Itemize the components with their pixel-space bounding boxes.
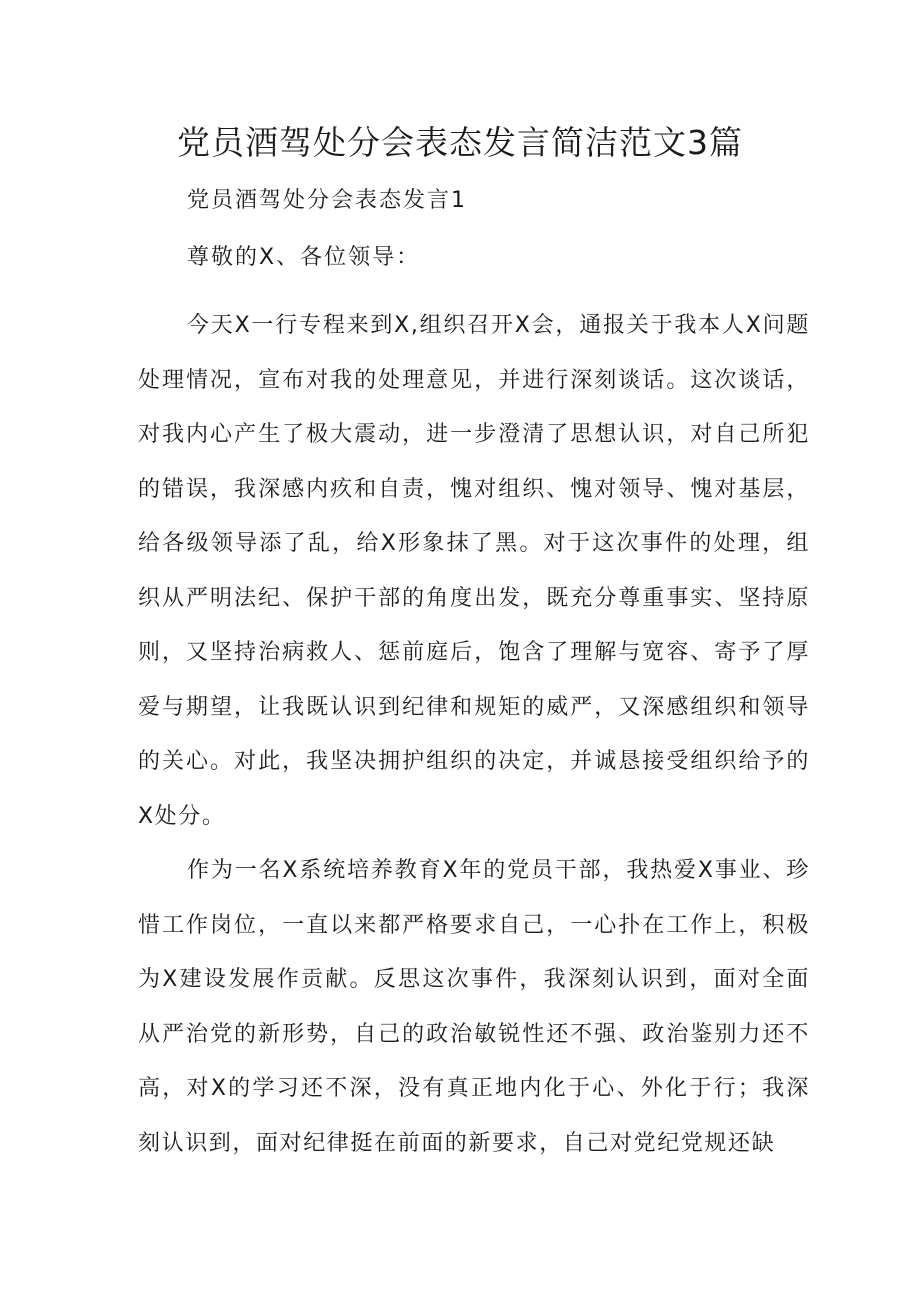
greeting-line: 尊敬的X、各位领导： <box>187 245 421 270</box>
document-title: 党员酒驾处分会表态发言简洁范文3篇 <box>177 123 743 162</box>
body-paragraph: 作为一名X系统培养教育X年的党员干部，我热爱X事业、珍惜工作岗位，一直以来都严格要求自己，一心扑在工作上，积极为X建设发展作贡献。反思这次事件，我深刻认识到，面对全面从严治党的新形势，自己的政治敏锐性还不强、政治鉴别力还不高，对X的学习还不深，没有真正地内化于心、外化于行；我深刻认识到，面对纪律挺在前面的新要求，自己对党纪党规还缺 <box>138 858 810 1156</box>
section-heading: 党员酒驾处分会表态发言1 <box>187 188 467 213</box>
body-paragraph: 今天X一行专程来到X,组织召开X会，通报关于我本人X问题处理情况，宣布对我的处理意见，并进行深刻谈话。这次谈话，对我内心产生了极大震动，进一步澄清了思想认识，对自己所犯的错误，我深感内疚和自责，愧对组织、愧对领导、愧对基层，给各级领导添了乱，给X形象抹了黑。对于这次事件的处理，组织从严明法纪、保护干部的角度出发，既充分尊重事实、坚持原则，又坚持治病救人、惩前庭后，饱含了理解与宽容、寄予了厚爱与期望，让我既认识到纪律和规矩的威严，又深感组织和领导的关心。对此，我坚决拥护组织的决定，并诚恳接受组织给予的X处分。 <box>138 313 810 829</box>
